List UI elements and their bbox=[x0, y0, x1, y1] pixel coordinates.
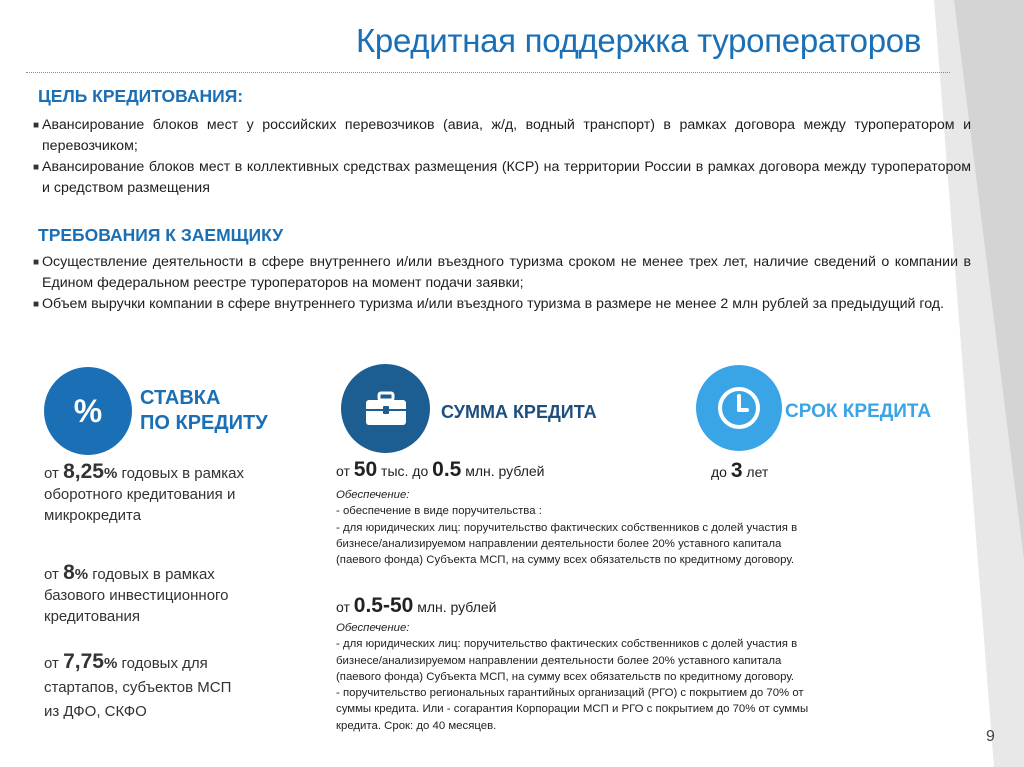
title-divider bbox=[26, 72, 950, 73]
list-item: ■ Авансирование блоков мест у российских перевозчиков (авиа, ж/д, водный транспорт) в рамках договора между туроператором и перевозчиком; bbox=[33, 117, 971, 154]
briefcase-icon bbox=[341, 364, 430, 453]
clock-icon bbox=[696, 365, 782, 451]
sum-label: СУММА КРЕДИТА bbox=[441, 402, 597, 422]
goal-list bbox=[33, 115, 971, 199]
rate-label: СТАВКА ПО КРЕДИТУ bbox=[140, 387, 268, 434]
percent-icon: % bbox=[44, 367, 132, 455]
page-number: 9 bbox=[986, 728, 995, 745]
list-item: ■ Авансирование блоков мест в коллективных средствах размещения (КСР) на территории России в рамках договора между туроператором и средством размещения bbox=[33, 159, 971, 196]
rate-entry-3: от 7,75% годовых для стартапов, субъектов МСП из ДФО, СКФО bbox=[44, 650, 232, 720]
page-title: Кредитная поддержка туроператоров bbox=[356, 22, 922, 59]
collateral-block-1: Обеспечение: - обеспечение в виде поручительства : - для юридических лиц: поручительство фактических собственников с долей участия в бизнесе/анализируемом направлении деятельности более 20% уставного капитала (паевого фонда) Субъекта МСП, на сумму всех обязательств по кредитному договору. bbox=[336, 489, 798, 567]
list-item: ■ Объем выручки компании в сфере внутреннего туризма и/или въездного туризма в размере не менее 2 млн рублей за предыдущий год. bbox=[33, 296, 945, 312]
sum-range-2: от 0.5-50 млн. рублей bbox=[336, 594, 497, 617]
rate-entry-2: от 8% годовых в рамках базового инвестиционного кредитования bbox=[44, 561, 229, 625]
requirements-heading: ТРЕБОВАНИЯ К ЗАЕМЩИКУ bbox=[38, 225, 284, 245]
term-value: до 3 лет bbox=[711, 459, 769, 482]
term-label: СРОК КРЕДИТА bbox=[785, 401, 932, 422]
requirements-list bbox=[33, 252, 971, 315]
list-item: ■ Осуществление деятельности в сфере внутреннего и/или въездного туризма сроком не менее трех лет, наличие сведений о компании в Едином федеральном реестре туроператоров на момент подачи заявки; bbox=[33, 254, 971, 291]
goal-heading: ЦЕЛЬ КРЕДИТОВАНИЯ: bbox=[38, 86, 244, 106]
sum-range-1: от 50 тыс. до 0.5 млн. рублей bbox=[336, 458, 545, 481]
collateral-block-2: Обеспечение: - для юридических лиц: поручительство фактических собственников с долей участия в бизнесе/анализируемом направлении деятельности более 20% уставного капитала (паевого фонда) Субъекта МСП, на сумму всех обязательств по кредитному договору. - поручительство региональных гарантийных организаций (РГО) с покрытием до 70% от суммы кредита. Или - согарантия Корпорации МСП и РГО с покрытием до 70% от суммы кредита. Срок: до 40 месяцев. bbox=[336, 622, 809, 732]
rate-entry-1: от 8,25% годовых в рамках оборотного кредитования и микрокредита bbox=[44, 460, 244, 524]
